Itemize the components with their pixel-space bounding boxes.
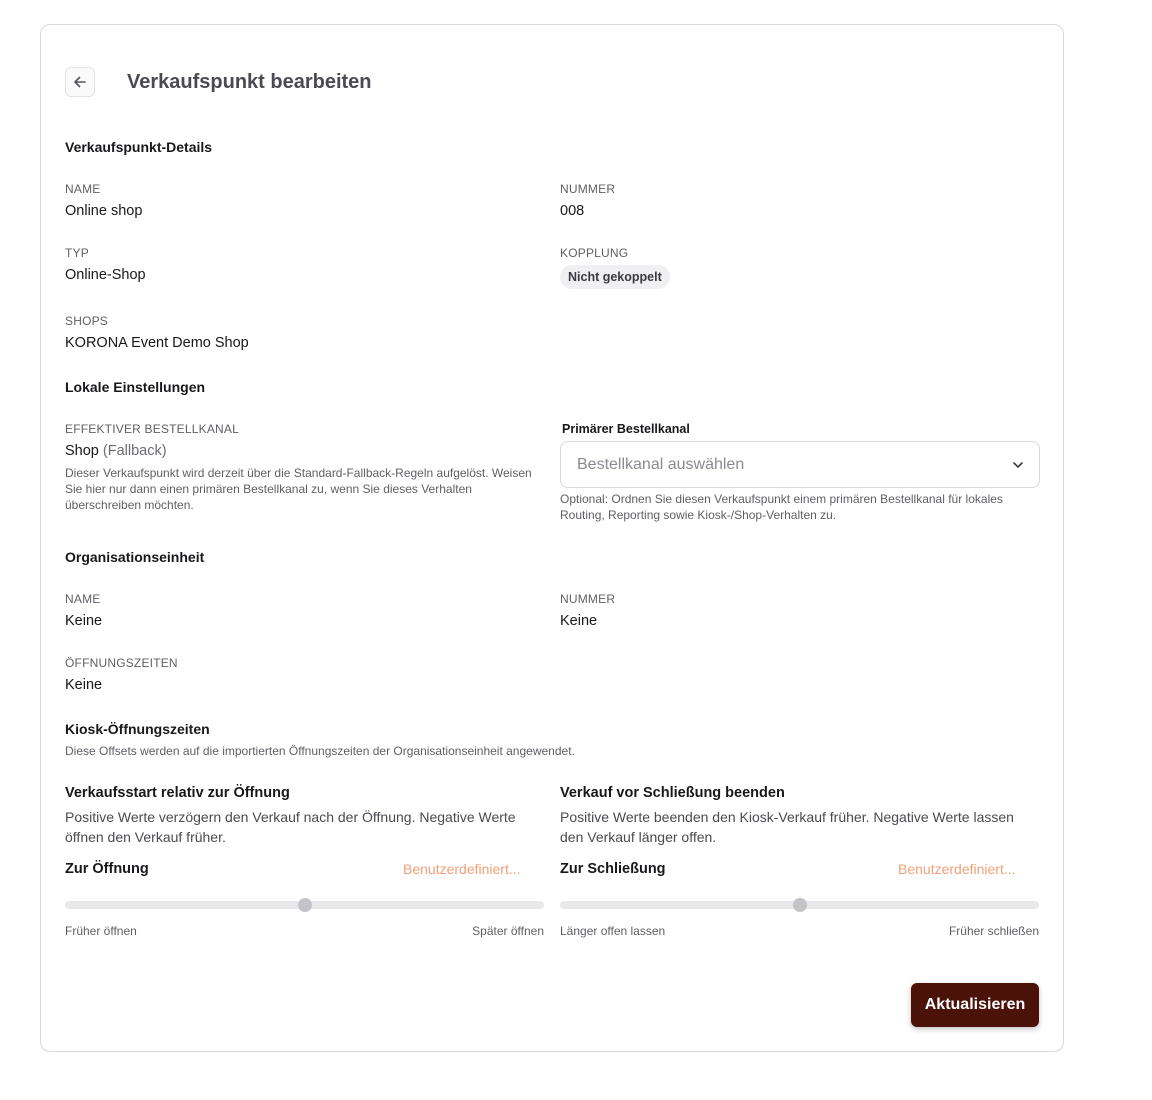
kiosk-section-title: Kiosk-Öffnungszeiten <box>65 721 210 737</box>
primary-channel-placeholder: Bestellkanal auswählen <box>577 456 745 473</box>
arrow-left-icon <box>72 74 88 90</box>
sales-end-help: Positive Werte beenden den Kiosk-Verkauf früher. Negative Werte lassen den Verkauf länger offen. <box>560 809 1014 845</box>
sales-end-control-label: Zur Schließung <box>560 861 666 877</box>
effective-channel-label: EFFEKTIVER BESTELLKANAL <box>65 422 239 436</box>
org-number-label: NUMMER <box>560 592 616 606</box>
primary-channel-label: Primärer Bestellkanal <box>562 422 690 436</box>
coupling-status-badge: Nicht gekoppelt <box>560 265 670 289</box>
org-name-label: NAME <box>65 592 101 606</box>
sales-end-max-label: Früher schließen <box>948 924 1039 938</box>
effective-channel-help: Dieser Verkaufspunkt wird derzeit über die Standard-Fallback-Regeln aufgelöst. Weisen Sie hier nur dann einen primären Bestellkanal zu, wenn Sie dieses Verhalten überschreiben möchten. <box>65 466 532 512</box>
shops-value: KORONA Event Demo Shop <box>65 335 249 351</box>
sales-end-slider-thumb[interactable] <box>793 898 807 912</box>
name-value: Online shop <box>65 203 143 219</box>
primary-channel-select[interactable] <box>560 441 1040 488</box>
edit-card <box>40 24 1064 1052</box>
sales-start-slider-thumb[interactable] <box>298 898 312 912</box>
name-label: NAME <box>65 182 101 196</box>
org-name-value: Keine <box>65 613 103 629</box>
primary-channel-help: Optional: Ordnen Sie diesen Verkaufspunkt einem primären Bestellkanal für lokales Routing, Reporting sowie Kiosk-/Shop-Verhalten zu. <box>560 492 1003 522</box>
sales-start-min-label: Früher öffnen <box>65 924 137 938</box>
details-section-title: Verkaufspunkt-Details <box>65 139 213 155</box>
sales-start-title: Verkaufsstart relativ zur Öffnung <box>65 785 290 801</box>
effective-channel-suffix: (Fallback) <box>102 443 167 459</box>
opening-hours-value: Keine <box>65 677 103 693</box>
coupling-label: KOPPLUNG <box>560 246 629 260</box>
org-number-value: Keine <box>560 613 598 629</box>
effective-channel-name: Shop <box>65 443 99 459</box>
sales-end-custom-link[interactable]: Benutzerdefiniert... <box>898 861 1016 877</box>
page-title: Verkaufspunkt bearbeiten <box>127 71 372 93</box>
local-settings-section-title: Lokale Einstellungen <box>65 379 206 395</box>
number-value: 008 <box>560 203 585 219</box>
shops-label: SHOPS <box>65 314 109 328</box>
type-label: TYP <box>65 246 89 260</box>
org-unit-section-title: Organisationseinheit <box>65 549 205 565</box>
sales-start-control-label: Zur Öffnung <box>65 861 149 877</box>
update-button[interactable]: Aktualisieren <box>911 983 1039 1027</box>
back-button[interactable] <box>65 67 95 97</box>
sales-start-custom-link[interactable]: Benutzerdefiniert... <box>403 861 521 877</box>
effective-channel-value <box>65 441 167 461</box>
sales-start-help: Positive Werte verzögern den Verkauf nach der Öffnung. Negative Werte öffnen den Verkauf früher. <box>65 809 516 845</box>
number-label: NUMMER <box>560 182 616 196</box>
sales-start-max-label: Später öffnen <box>472 924 544 938</box>
sales-end-title: Verkauf vor Schließung beenden <box>560 785 785 801</box>
type-value: Online-Shop <box>65 267 146 283</box>
chevron-down-icon <box>1011 458 1025 472</box>
opening-hours-label: ÖFFNUNGSZEITEN <box>65 656 178 670</box>
kiosk-help: Diese Offsets werden auf die importierten Öffnungszeiten der Organisationseinheit angewendet. <box>65 744 575 758</box>
sales-end-min-label: Länger offen lassen <box>560 924 666 938</box>
